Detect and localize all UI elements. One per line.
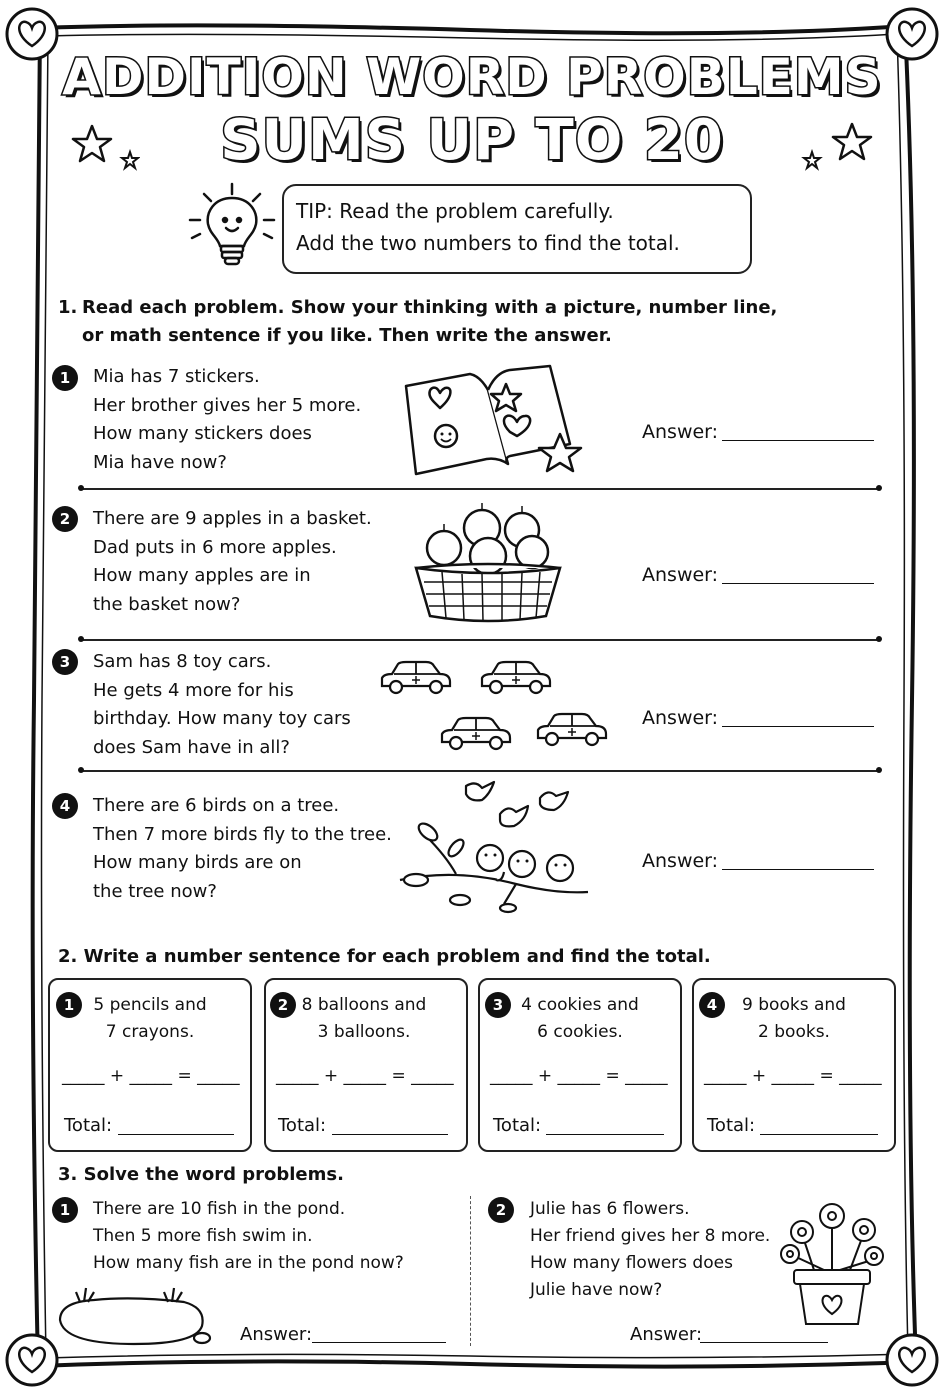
problem-text (93, 505, 372, 619)
heart-icon (4, 1332, 60, 1388)
problem-line: How many fish are in the pond now? (93, 1253, 404, 1273)
answer-field[interactable] (312, 1342, 446, 1343)
star-icon (800, 120, 880, 172)
problem-line: Her friend gives her 8 more. (530, 1226, 771, 1246)
problem-line: Then 5 more fish swim in. (93, 1226, 313, 1246)
answer-label: Answer: (630, 1324, 703, 1345)
total-field[interactable] (760, 1134, 878, 1135)
problem-line: There are 6 birds on a tree. (93, 795, 340, 816)
problem-number-badge: 2 (488, 1197, 514, 1223)
problem-number-badge: 2 (52, 506, 78, 532)
tip-box (282, 184, 752, 274)
problem-number-badge: 4 (52, 793, 78, 819)
problem-line: How many stickers does (93, 423, 312, 444)
sticker-book-icon (400, 364, 590, 476)
answer-field[interactable] (722, 440, 874, 441)
problem-line: He gets 4 more for his (93, 679, 294, 701)
answer-field[interactable] (722, 583, 874, 584)
problem-line: How many apples are in (93, 565, 311, 586)
box-number-badge: 2 (270, 992, 296, 1018)
box-line1: 5 pencils and (93, 995, 207, 1015)
lightbulb-icon (184, 180, 280, 276)
problem-number-badge: 3 (52, 649, 78, 675)
problem-text (93, 363, 361, 477)
birds-branch-icon (396, 776, 592, 914)
answer-field[interactable] (722, 869, 874, 870)
problem-line: does Sam have in all? (93, 736, 290, 758)
problem-line: There are 9 apples in a basket. (93, 508, 372, 529)
column-divider (470, 1196, 471, 1346)
divider-dot (876, 767, 882, 773)
box-line2: 2 books. (758, 1022, 830, 1042)
toy-car-icon (378, 656, 610, 756)
total-label: Total: (278, 1115, 327, 1136)
problem-line: Sam has 8 toy cars. (93, 651, 272, 672)
answer-field[interactable] (722, 726, 874, 727)
problem-line: the basket now? (93, 593, 241, 615)
divider-dot (78, 767, 84, 773)
star-icon (70, 122, 140, 172)
problem-line: Then 7 more birds fly to the tree. (93, 823, 392, 845)
heart-icon (884, 1332, 940, 1388)
problem-line: Mia has 7 stickers. (93, 366, 260, 387)
equation-blanks[interactable]: _____ + _____ = _____ (62, 1066, 240, 1086)
answer-label: Answer: (642, 707, 719, 729)
problem-line: How many birds are on (93, 852, 302, 873)
problem-line: How many flowers does (530, 1253, 733, 1273)
section3-heading: 3. Solve the word problems. (58, 1164, 344, 1185)
box-line2: 3 balloons. (317, 1022, 411, 1042)
section1-heading-line2: or math sentence if you like. Then write the answer. (82, 325, 612, 346)
problem-text (530, 1196, 770, 1304)
box-number-badge: 4 (699, 992, 725, 1018)
box-line1: 8 balloons and (301, 995, 427, 1015)
box-number-badge: 1 (56, 992, 82, 1018)
problem-line: There are 10 fish in the pond. (93, 1199, 346, 1219)
box-line2: 7 crayons. (105, 1022, 195, 1042)
total-field[interactable] (118, 1134, 234, 1135)
divider-dot (78, 485, 84, 491)
problem-line: Her brother gives her 5 more. (93, 394, 362, 416)
problem-number-badge: 1 (52, 365, 78, 391)
tip-line-2: Add the two numbers to find the total. (296, 231, 680, 255)
total-label: Total: (493, 1115, 542, 1136)
problem-line: birthday. How many toy cars (93, 708, 351, 729)
problem-line: Julie have now? (530, 1280, 663, 1300)
problem-line: Julie has 6 flowers. (530, 1199, 690, 1219)
equation-blanks[interactable]: _____ + _____ = _____ (490, 1066, 668, 1086)
divider-dot (876, 485, 882, 491)
box-line1: 4 cookies and (521, 995, 639, 1015)
problem-text (93, 792, 392, 906)
section2-heading: 2. Write a number sentence for each problem and find the total. (58, 946, 711, 967)
pond-icon (54, 1284, 212, 1350)
divider-dot (876, 636, 882, 642)
divider (82, 770, 880, 772)
section1-heading-line1: Read each problem. Show your thinking with a picture, number line, (82, 297, 778, 318)
answer-label: Answer: (642, 421, 719, 443)
problem-text (93, 1196, 404, 1277)
answer-field[interactable] (700, 1342, 828, 1343)
box-number-badge: 3 (485, 992, 511, 1018)
total-label: Total: (64, 1115, 113, 1136)
problem-text (93, 648, 351, 762)
problem-line: Dad puts in 6 more apples. (93, 536, 337, 558)
flower-pot-icon (774, 1190, 890, 1328)
total-label: Total: (707, 1115, 756, 1136)
total-field[interactable] (332, 1134, 448, 1135)
page-subtitle: SUMS UP TO 20 (220, 108, 724, 173)
divider-dot (78, 636, 84, 642)
box-line1: 9 books and (742, 995, 846, 1015)
equation-blanks[interactable]: _____ + _____ = _____ (704, 1066, 882, 1086)
divider (82, 488, 880, 490)
apple-basket-icon (412, 498, 564, 626)
problem-line: Mia have now? (93, 451, 227, 473)
answer-label: Answer: (240, 1324, 313, 1345)
section1-number: 1. (58, 297, 78, 318)
problem-line: the tree now? (93, 880, 217, 902)
answer-label: Answer: (642, 564, 719, 586)
equation-blanks[interactable]: _____ + _____ = _____ (276, 1066, 454, 1086)
tip-line-1: TIP: Read the problem carefully. (296, 199, 614, 223)
answer-label: Answer: (642, 850, 719, 872)
page-title: ADDITION WORD PROBLEMS (62, 48, 882, 106)
problem-number-badge: 1 (52, 1197, 78, 1223)
box-line2: 6 cookies. (537, 1022, 623, 1042)
total-field[interactable] (546, 1134, 664, 1135)
divider (82, 639, 880, 641)
